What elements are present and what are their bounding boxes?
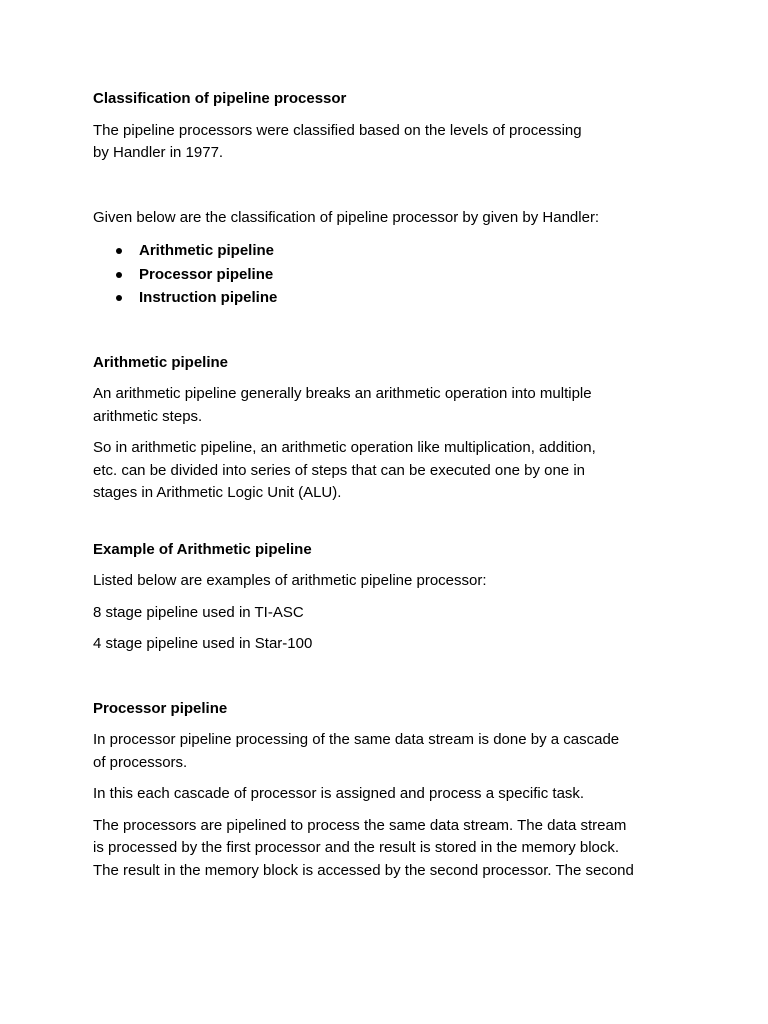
processor-paragraph-3	[93, 815, 693, 883]
text-line: The result in the memory block is accessed by the second processor. The second	[93, 861, 634, 879]
list-item	[93, 263, 693, 287]
example-intro: Listed below are examples of arithmetic pipeline processor:	[93, 572, 487, 589]
arithmetic-paragraph-2	[93, 437, 693, 505]
document-page	[93, 88, 693, 882]
document-title: Classification of pipeline processor	[93, 90, 347, 107]
arithmetic-pipeline-heading: Arithmetic pipeline	[93, 353, 229, 371]
text-line: The pipeline processors were classified based on the levels of processing	[93, 121, 582, 139]
example-item-2: 4 stage pipeline used in Star-100	[93, 635, 313, 652]
processor-paragraph-2: In this each cascade of processor is assigned and process a specific task.	[93, 785, 585, 802]
classification-list	[93, 239, 693, 310]
list-item	[93, 239, 693, 263]
processor-paragraph-1	[93, 729, 693, 774]
intro-paragraph	[93, 120, 693, 165]
bullet-icon	[116, 248, 122, 254]
text-line: The processors are pipelined to process the same data stream. The data stream	[93, 816, 627, 834]
text-line: of processors.	[93, 753, 188, 771]
list-item-label: Instruction pipeline	[139, 289, 278, 306]
list-item-label: Processor pipeline	[139, 265, 274, 283]
processor-pipeline-heading: Processor pipeline	[93, 699, 228, 717]
text-line: In processor pipeline processing of the same data stream is done by a cascade	[93, 731, 620, 748]
text-line: by Handler in 1977.	[93, 144, 224, 161]
arithmetic-paragraph-1	[93, 383, 693, 428]
example-item-1: 8 stage pipeline used in TI-ASC	[93, 603, 304, 621]
text-line: is processed by the first processor and the result is stored in the memory block.	[93, 839, 620, 856]
text-line: arithmetic steps.	[93, 407, 203, 425]
text-line: stages in Arithmetic Logic Unit (ALU).	[93, 484, 342, 501]
bullet-icon	[116, 295, 122, 301]
text-line: An arithmetic pipeline generally breaks an arithmetic operation into multiple	[93, 385, 592, 402]
list-item	[93, 286, 693, 310]
list-item-label: Arithmetic pipeline	[139, 242, 275, 259]
text-line: etc. can be divided into series of steps that can be executed one by one in	[93, 461, 585, 479]
example-heading: Example of Arithmetic pipeline	[93, 540, 312, 558]
bullet-icon	[116, 272, 122, 278]
text-line: So in arithmetic pipeline, an arithmetic operation like multiplication, addition,	[93, 439, 596, 456]
given-below-paragraph: Given below are the classification of pipeline processor by given by Handler:	[93, 208, 600, 226]
